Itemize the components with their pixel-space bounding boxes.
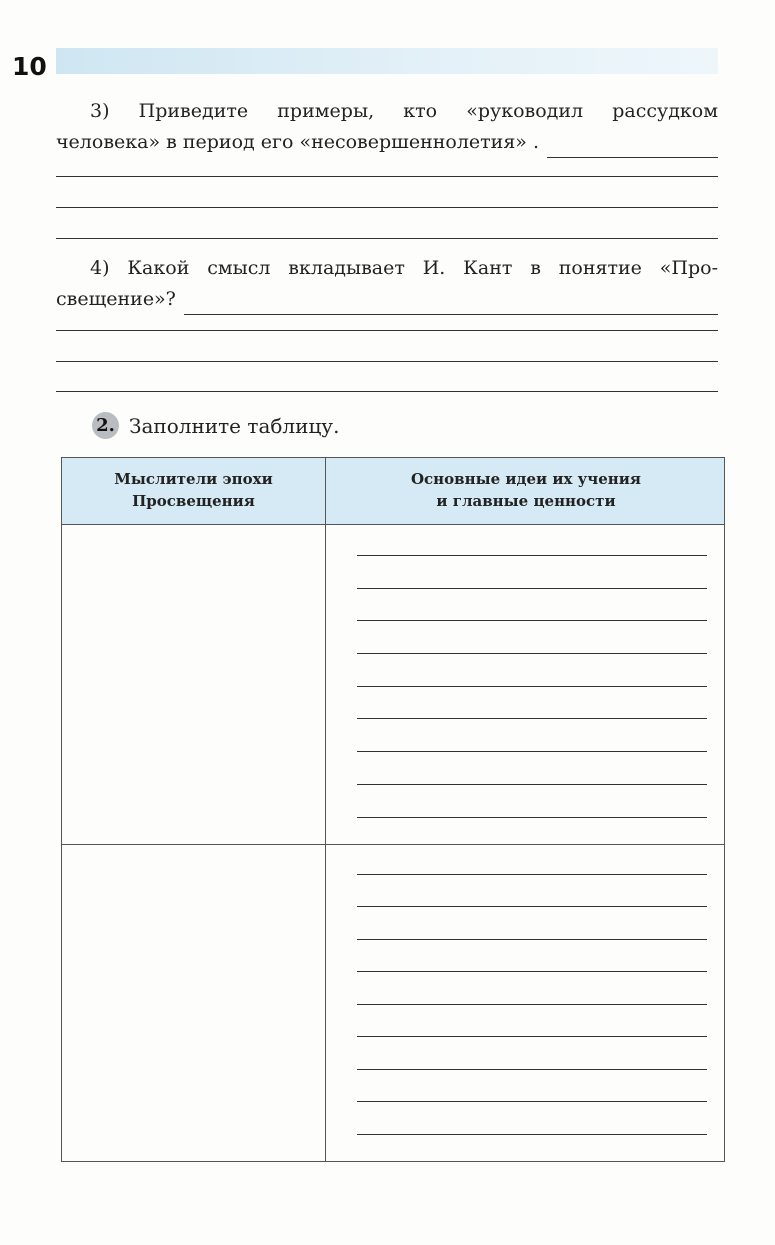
column-header-ideas (326, 468, 726, 512)
answer-line[interactable] (357, 784, 707, 785)
column-header-text: Просвещения (132, 492, 255, 510)
table-cell-thinker-1[interactable] (62, 525, 324, 843)
answer-line[interactable] (357, 1069, 707, 1070)
question-3-line-2: человека» в период его «несовершеннолетия» . (56, 131, 540, 153)
answer-line[interactable] (357, 939, 707, 940)
answer-line[interactable] (56, 238, 718, 239)
question-3-line-1: 3) Приведите примеры, кто «руководил рассудком (90, 100, 718, 122)
row-divider (62, 844, 724, 845)
answer-line[interactable] (357, 555, 707, 556)
answer-line[interactable] (357, 620, 707, 621)
question-4-line-2: свещение»? (56, 288, 176, 310)
page-number: 10 (12, 52, 47, 81)
answer-line[interactable] (357, 1004, 707, 1005)
question-4-line-1: 4) Какой смысл вкладывает И. Кант в понятие «Про- (90, 257, 718, 279)
answer-line[interactable] (547, 137, 718, 158)
answer-line[interactable] (357, 686, 707, 687)
header-band (56, 48, 718, 74)
question-3 (56, 96, 718, 158)
answer-line[interactable] (56, 361, 718, 362)
task-2-heading (92, 412, 339, 439)
answer-line[interactable] (56, 391, 718, 392)
answer-line[interactable] (357, 751, 707, 752)
table-header (62, 458, 724, 525)
answer-line[interactable] (357, 1036, 707, 1037)
answer-line[interactable] (357, 971, 707, 972)
answer-line[interactable] (357, 653, 707, 654)
answer-line[interactable] (357, 817, 707, 818)
answer-line[interactable] (56, 207, 718, 208)
task-instruction: Заполните таблицу. (129, 413, 340, 438)
answer-line[interactable] (56, 176, 718, 177)
answer-line[interactable] (184, 294, 718, 315)
answer-line[interactable] (357, 1101, 707, 1102)
task-number-badge: 2. (92, 412, 119, 439)
answer-line[interactable] (357, 874, 707, 875)
fill-in-table (61, 457, 725, 1162)
column-divider (325, 458, 326, 1161)
answer-line[interactable] (357, 1134, 707, 1135)
column-header-text: Мыслители эпохи (114, 470, 273, 488)
question-4 (56, 253, 718, 315)
answer-line[interactable] (357, 718, 707, 719)
table-cell-thinker-2[interactable] (62, 846, 324, 1161)
answer-line[interactable] (357, 906, 707, 907)
column-header-text: Основные идеи их учения (410, 470, 641, 488)
answer-line[interactable] (56, 330, 718, 331)
column-header-thinkers (62, 468, 325, 512)
column-header-text: и главные ценности (436, 492, 616, 510)
answer-line[interactable] (357, 588, 707, 589)
